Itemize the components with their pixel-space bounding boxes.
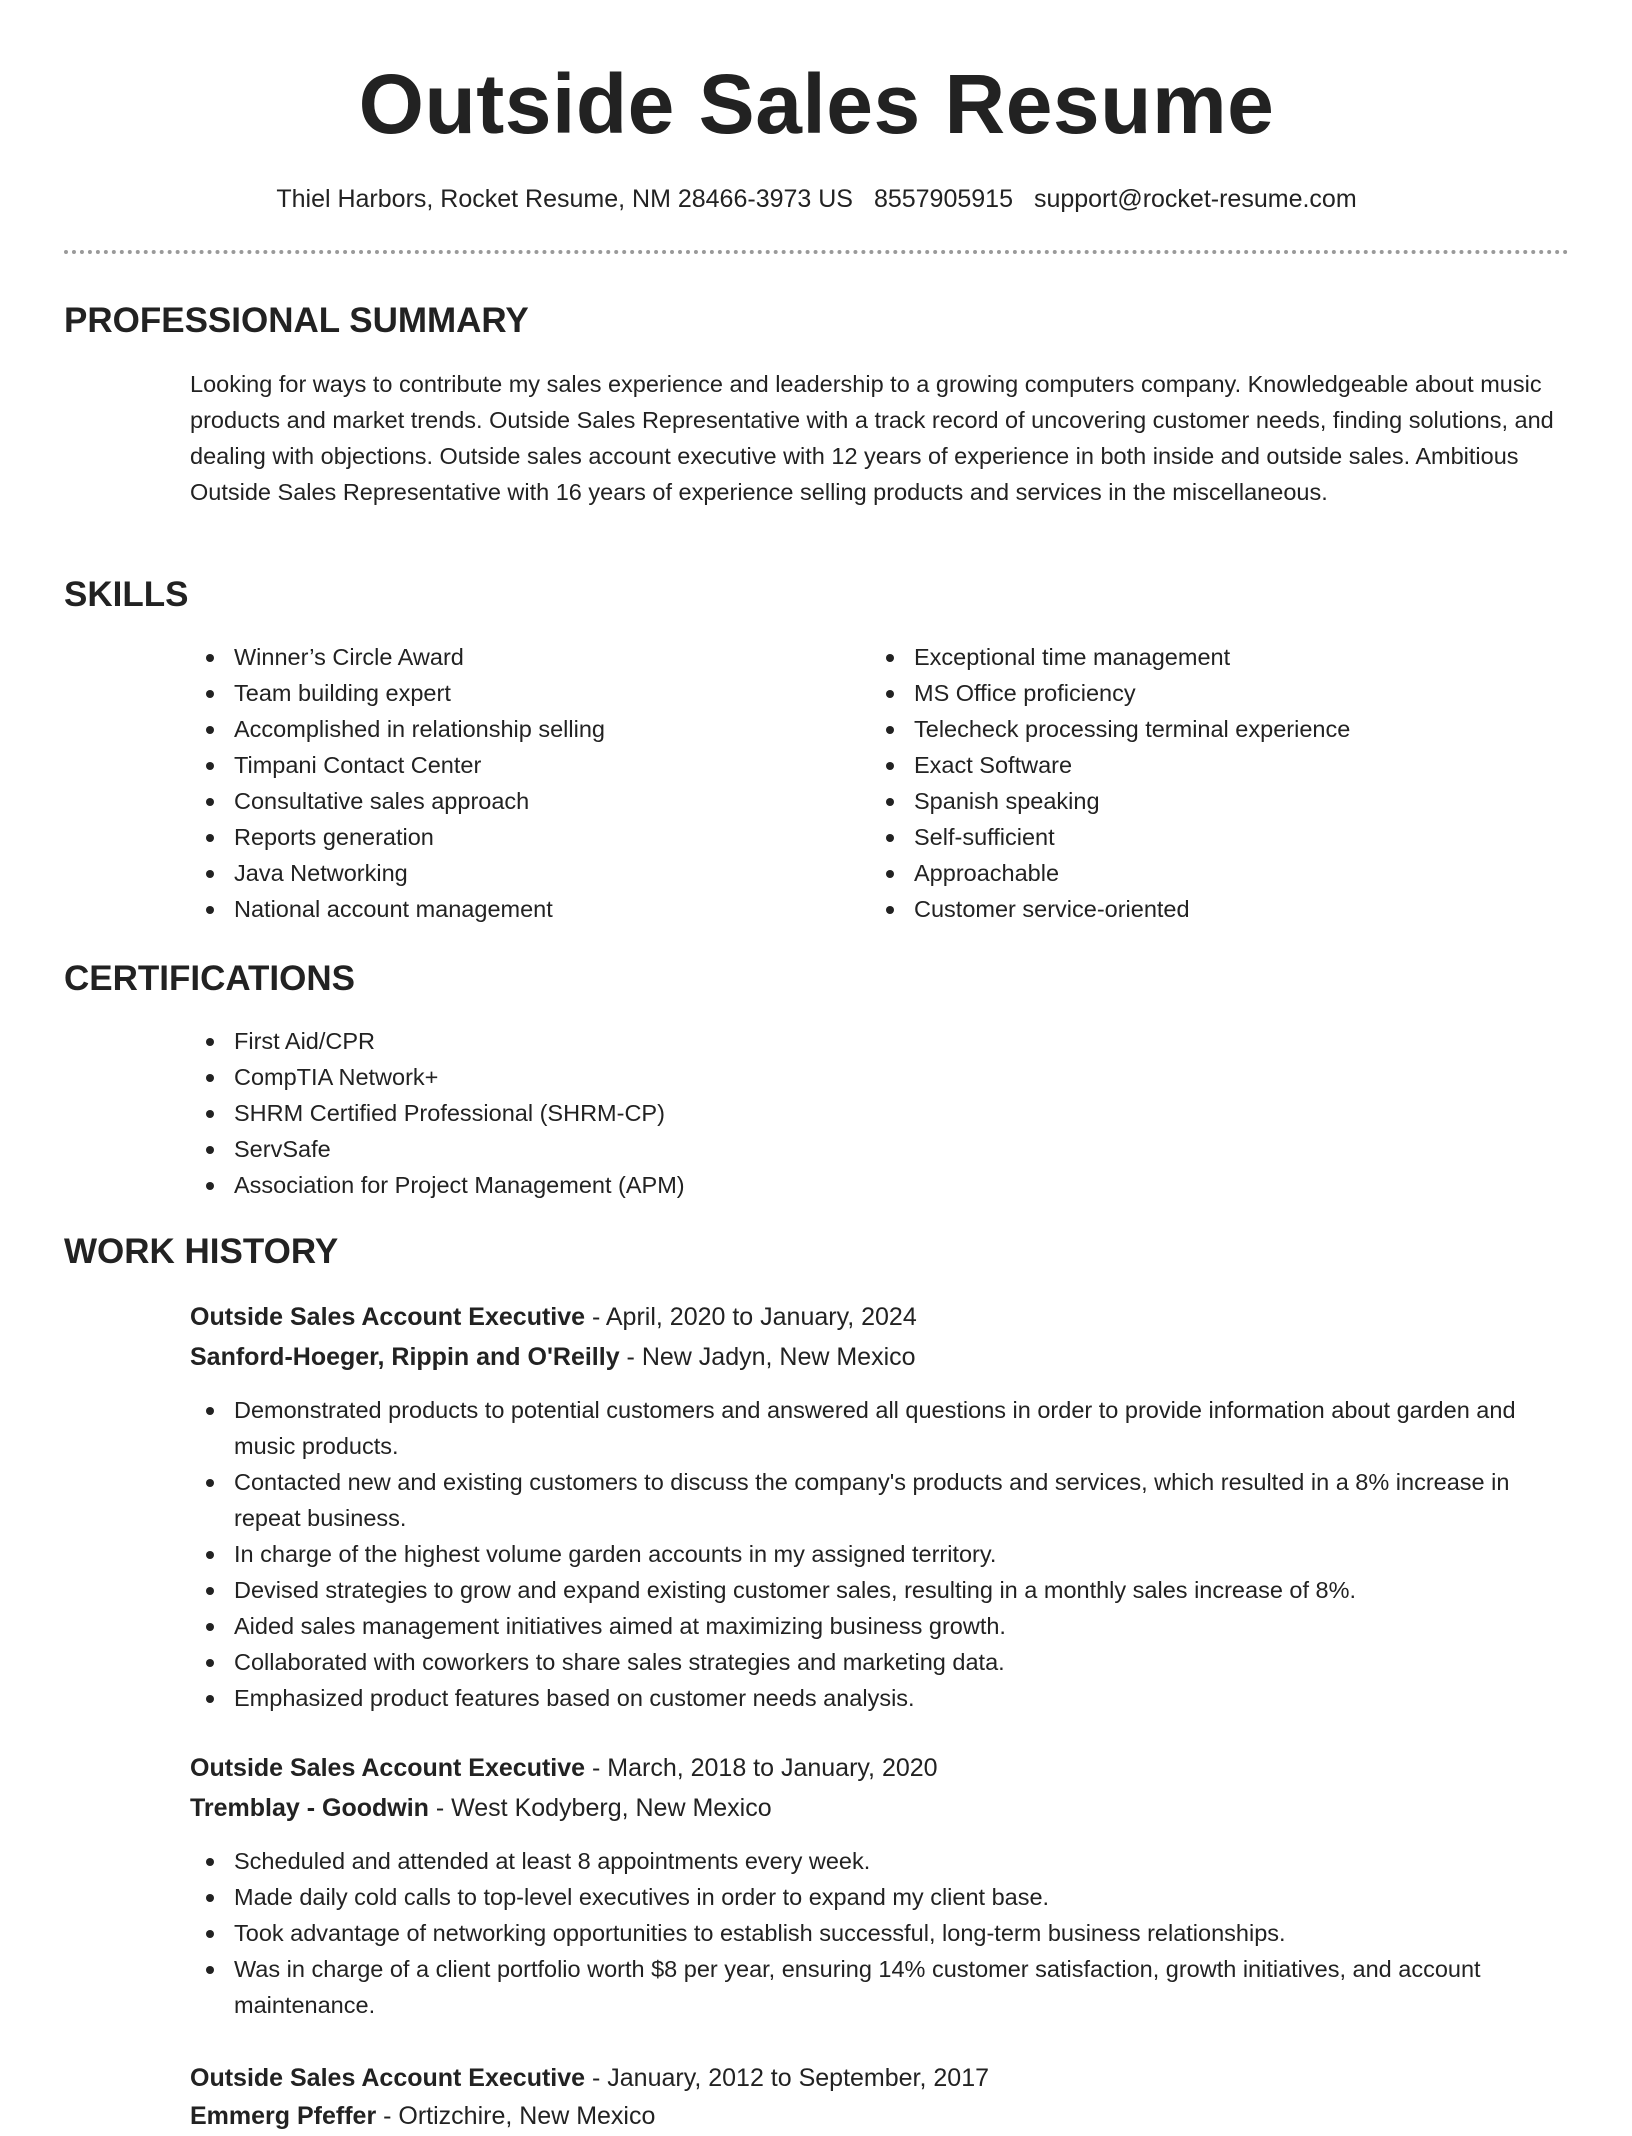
list-item: CompTIA Network+ <box>190 1059 1090 1095</box>
certifications-list <box>190 1023 1090 1203</box>
company-location: - New Jadyn, New Mexico <box>619 1343 916 1371</box>
skills-heading: SKILLS <box>64 575 189 614</box>
list-item: Accomplished in relationship selling <box>190 711 830 747</box>
job-title-line <box>190 1748 938 1788</box>
list-item: Scheduled and attended at least 8 appointments every week. <box>190 1843 1569 1879</box>
job-title: Outside Sales Account Executive <box>190 1303 586 1331</box>
company-line <box>190 1788 772 1828</box>
company-name: Sanford-Hoeger, Rippin and O'Reilly <box>190 1343 620 1371</box>
list-item: Association for Project Management (APM) <box>190 1167 1090 1203</box>
list-item: Reports generation <box>190 819 830 855</box>
job-title-line <box>190 1297 917 1337</box>
skills-list-left <box>190 639 830 927</box>
skills-list-right <box>870 639 1560 927</box>
contact-phone: 8557905915 <box>873 185 1013 213</box>
company-location: - Ortizchire, New Mexico <box>376 2102 656 2130</box>
summary-heading: PROFESSIONAL SUMMARY <box>64 301 529 340</box>
job-dates: - April, 2020 to January, 2024 <box>585 1303 917 1331</box>
job-bullets <box>190 1843 1569 2023</box>
list-item: In charge of the highest volume garden accounts in my assigned territory. <box>190 1536 1569 1572</box>
list-item: Demonstrated products to potential customers and answered all questions in order to provide information about garden and music products. <box>190 1392 1569 1464</box>
list-item: Exceptional time management <box>870 639 1560 675</box>
resume-title: Outside Sales Resume <box>358 57 1275 151</box>
list-item: Was in charge of a client portfolio worth $8 per year, ensuring 14% customer satisfaction, growth initiatives, and account maintenance. <box>190 1951 1569 2023</box>
job-title: Outside Sales Account Executive <box>190 1754 586 1782</box>
list-item: Approachable <box>870 855 1560 891</box>
contact-email: support@rocket-resume.com <box>1033 185 1357 213</box>
work-history-heading: WORK HISTORY <box>64 1232 339 1271</box>
list-item: Spanish speaking <box>870 783 1560 819</box>
list-item: Winner’s Circle Award <box>190 639 830 675</box>
list-item: Made daily cold calls to top-level executives in order to expand my client base. <box>190 1879 1569 1915</box>
list-item: Self-sufficient <box>870 819 1560 855</box>
list-item: Contacted new and existing customers to discuss the company's products and services, which resulted in a 8% increase in repeat business. <box>190 1464 1569 1536</box>
list-item: Customer service-oriented <box>870 891 1560 927</box>
list-item: Took advantage of networking opportunities to establish successful, long-term business relationships. <box>190 1915 1569 1951</box>
job-dates: - March, 2018 to January, 2020 <box>585 1754 938 1782</box>
list-item: National account management <box>190 891 830 927</box>
resume-page <box>64 0 1569 2130</box>
job-dates: - January, 2012 to September, 2017 <box>585 2064 990 2092</box>
list-item: Java Networking <box>190 855 830 891</box>
company-location: - West Kodyberg, New Mexico <box>428 1794 772 1822</box>
company-line <box>190 1337 916 1377</box>
certifications-heading: CERTIFICATIONS <box>64 959 356 998</box>
list-item: Aided sales management initiatives aimed at maximizing business growth. <box>190 1608 1569 1644</box>
list-item: Devised strategies to grow and expand existing customer sales, resulting in a monthly sales increase of 8%. <box>190 1572 1569 1608</box>
job-bullets <box>190 1392 1569 1716</box>
list-item: ServSafe <box>190 1131 1090 1167</box>
contact-line <box>64 183 1569 215</box>
list-item: SHRM Certified Professional (SHRM-CP) <box>190 1095 1090 1131</box>
list-item: Team building expert <box>190 675 830 711</box>
list-item: Telecheck processing terminal experience <box>870 711 1560 747</box>
company-name: Tremblay - Goodwin <box>190 1794 429 1822</box>
list-item: Consultative sales approach <box>190 783 830 819</box>
list-item: First Aid/CPR <box>190 1023 1090 1059</box>
list-item: Collaborated with coworkers to share sales strategies and marketing data. <box>190 1644 1569 1680</box>
list-item: Exact Software <box>870 747 1560 783</box>
list-item: Timpani Contact Center <box>190 747 830 783</box>
list-item: MS Office proficiency <box>870 675 1560 711</box>
header-divider <box>64 250 1569 254</box>
summary-text: Looking for ways to contribute my sales experience and leadership to a growing computers company. Knowledgeable about music products and market trends. Outside Sales Representative with a track record of uncovering customer needs, finding solutions, and dealing with objections. Outside sales account executive with 12 years of experience in both inside and outside sales. Ambitious Outside Sales Representative with 16 years of experience selling products and services in the miscellaneous. <box>190 371 1554 505</box>
list-item: Emphasized product features based on customer needs analysis. <box>190 1680 1569 1716</box>
job-title: Outside Sales Account Executive <box>190 2064 586 2092</box>
company-name: Emmerg Pfeffer <box>190 2102 377 2130</box>
job-title-line <box>190 2058 989 2098</box>
company-line <box>190 2096 655 2136</box>
contact-address: Thiel Harbors, Rocket Resume, NM 28466-3973 US <box>276 185 853 213</box>
